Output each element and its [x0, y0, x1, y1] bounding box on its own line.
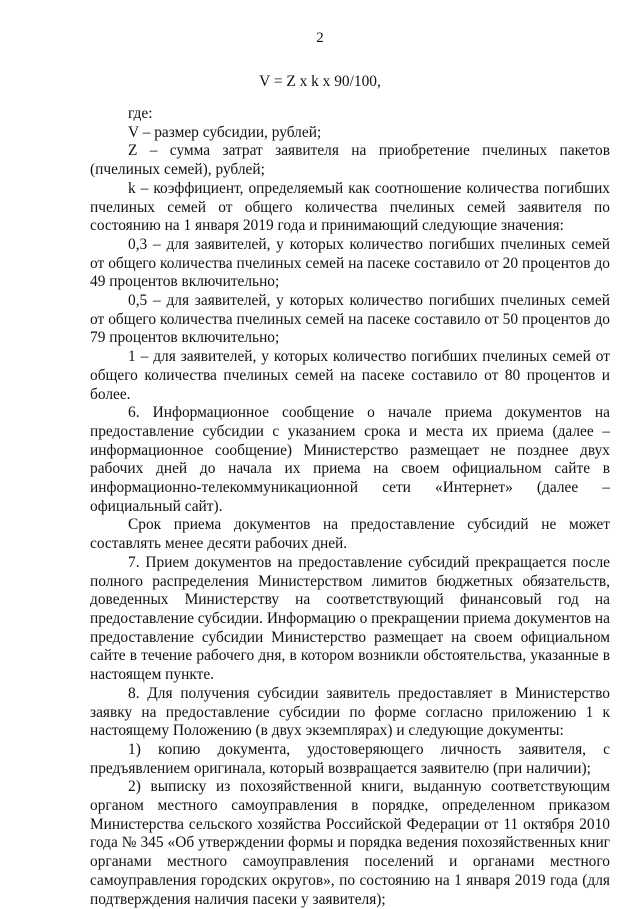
- paragraph-item-7: 7. Прием документов на предоставление субсидий прекращается после полного распределения Министерством лимитов бюджетных обязательств, доведенных Министерству на соответствующий финансовый год на предоставление субсидии. Информацию о прекращении приема документов на предоставление субсидии Министерство размещает на своем официальном сайте в течение рабочего дня, в котором возникли обстоятельства, указанные в настоящем пункте.: [90, 553, 610, 684]
- paragraph-k-0-5: 0,5 – для заявителей, у которых количество погибших пчелиных семей от общего количества пчелиных семей на пасеке составило от 50 процентов до 79 процентов включительно;: [90, 292, 610, 347]
- paragraph-where: где:: [128, 105, 153, 122]
- paragraph-def-z: Z – сумма затрат заявителя на приобретение пчелиных пакетов (пчелиных семей), рублей;: [90, 142, 610, 179]
- page-number: 2: [316, 30, 324, 46]
- paragraph-k-1: 1 – для заявителей, у которых количество погибших пчелиных семей от общего количества пчелиных семей на пасеке составило от 80 процентов и более.: [90, 348, 610, 403]
- document-body: [90, 105, 610, 909]
- paragraph-k-0-3: 0,3 – для заявителей, у которых количество погибших пчелиных семей от общего количества пчелиных семей на пасеке составило от 20 процентов до 49 процентов включительно;: [90, 235, 610, 291]
- subsidy-formula: V = Z x k x 90/100,: [259, 73, 381, 90]
- paragraph-subitem-2: 2) выписку из похозяйственной книги, выданную соответствующим органом местного самоуправления в порядке, определенном приказом Министерства сельского хозяйства Российской Федерации от 11 октября 2010 года № 345 «Об утверждении формы и порядка ведения похозяйственных книг органами местного самоуправления поселений и органами местного самоуправления городских округов», по состоянию на 1 января 2019 года (для подтверждения наличия пасеки у заявителя);: [90, 778, 610, 908]
- paragraph-def-k: k – коэффициент, определяемый как соотношение количества погибших пчелиных семей от общего количества пчелиных семей заявителя по состоянию на 1 января 2019 года и принимающий следующие значения:: [90, 179, 610, 235]
- paragraph-subitem-1: 1) копию документа, удостоверяющего личность заявителя, с предъявлением оригинала, который возвращается заявителю (при наличии);: [90, 740, 610, 777]
- paragraph-item-6: 6. Информационное сообщение о начале приема документов на предоставление субсидии с указанием срока и места их приема (далее – информационное сообщение) Министерство размещает не позднее двух рабочих дней до начала их приема на своем официальном сайте в информационно-телекоммуникационной сети «Интернет» (далее – официальный сайт).: [90, 404, 610, 515]
- paragraph-item-8: 8. Для получения субсидии заявитель предоставляет в Министерство заявку на предоставление субсидии по форме согласно приложению 1 к настоящему Положению (в двух экземплярах) и следующие документы:: [90, 684, 610, 740]
- paragraph-def-v: V – размер субсидии, рублей;: [128, 123, 322, 141]
- paragraph-deadline: Срок приема документов на предоставление субсидий не может составлять менее десяти рабочих дней.: [90, 516, 610, 553]
